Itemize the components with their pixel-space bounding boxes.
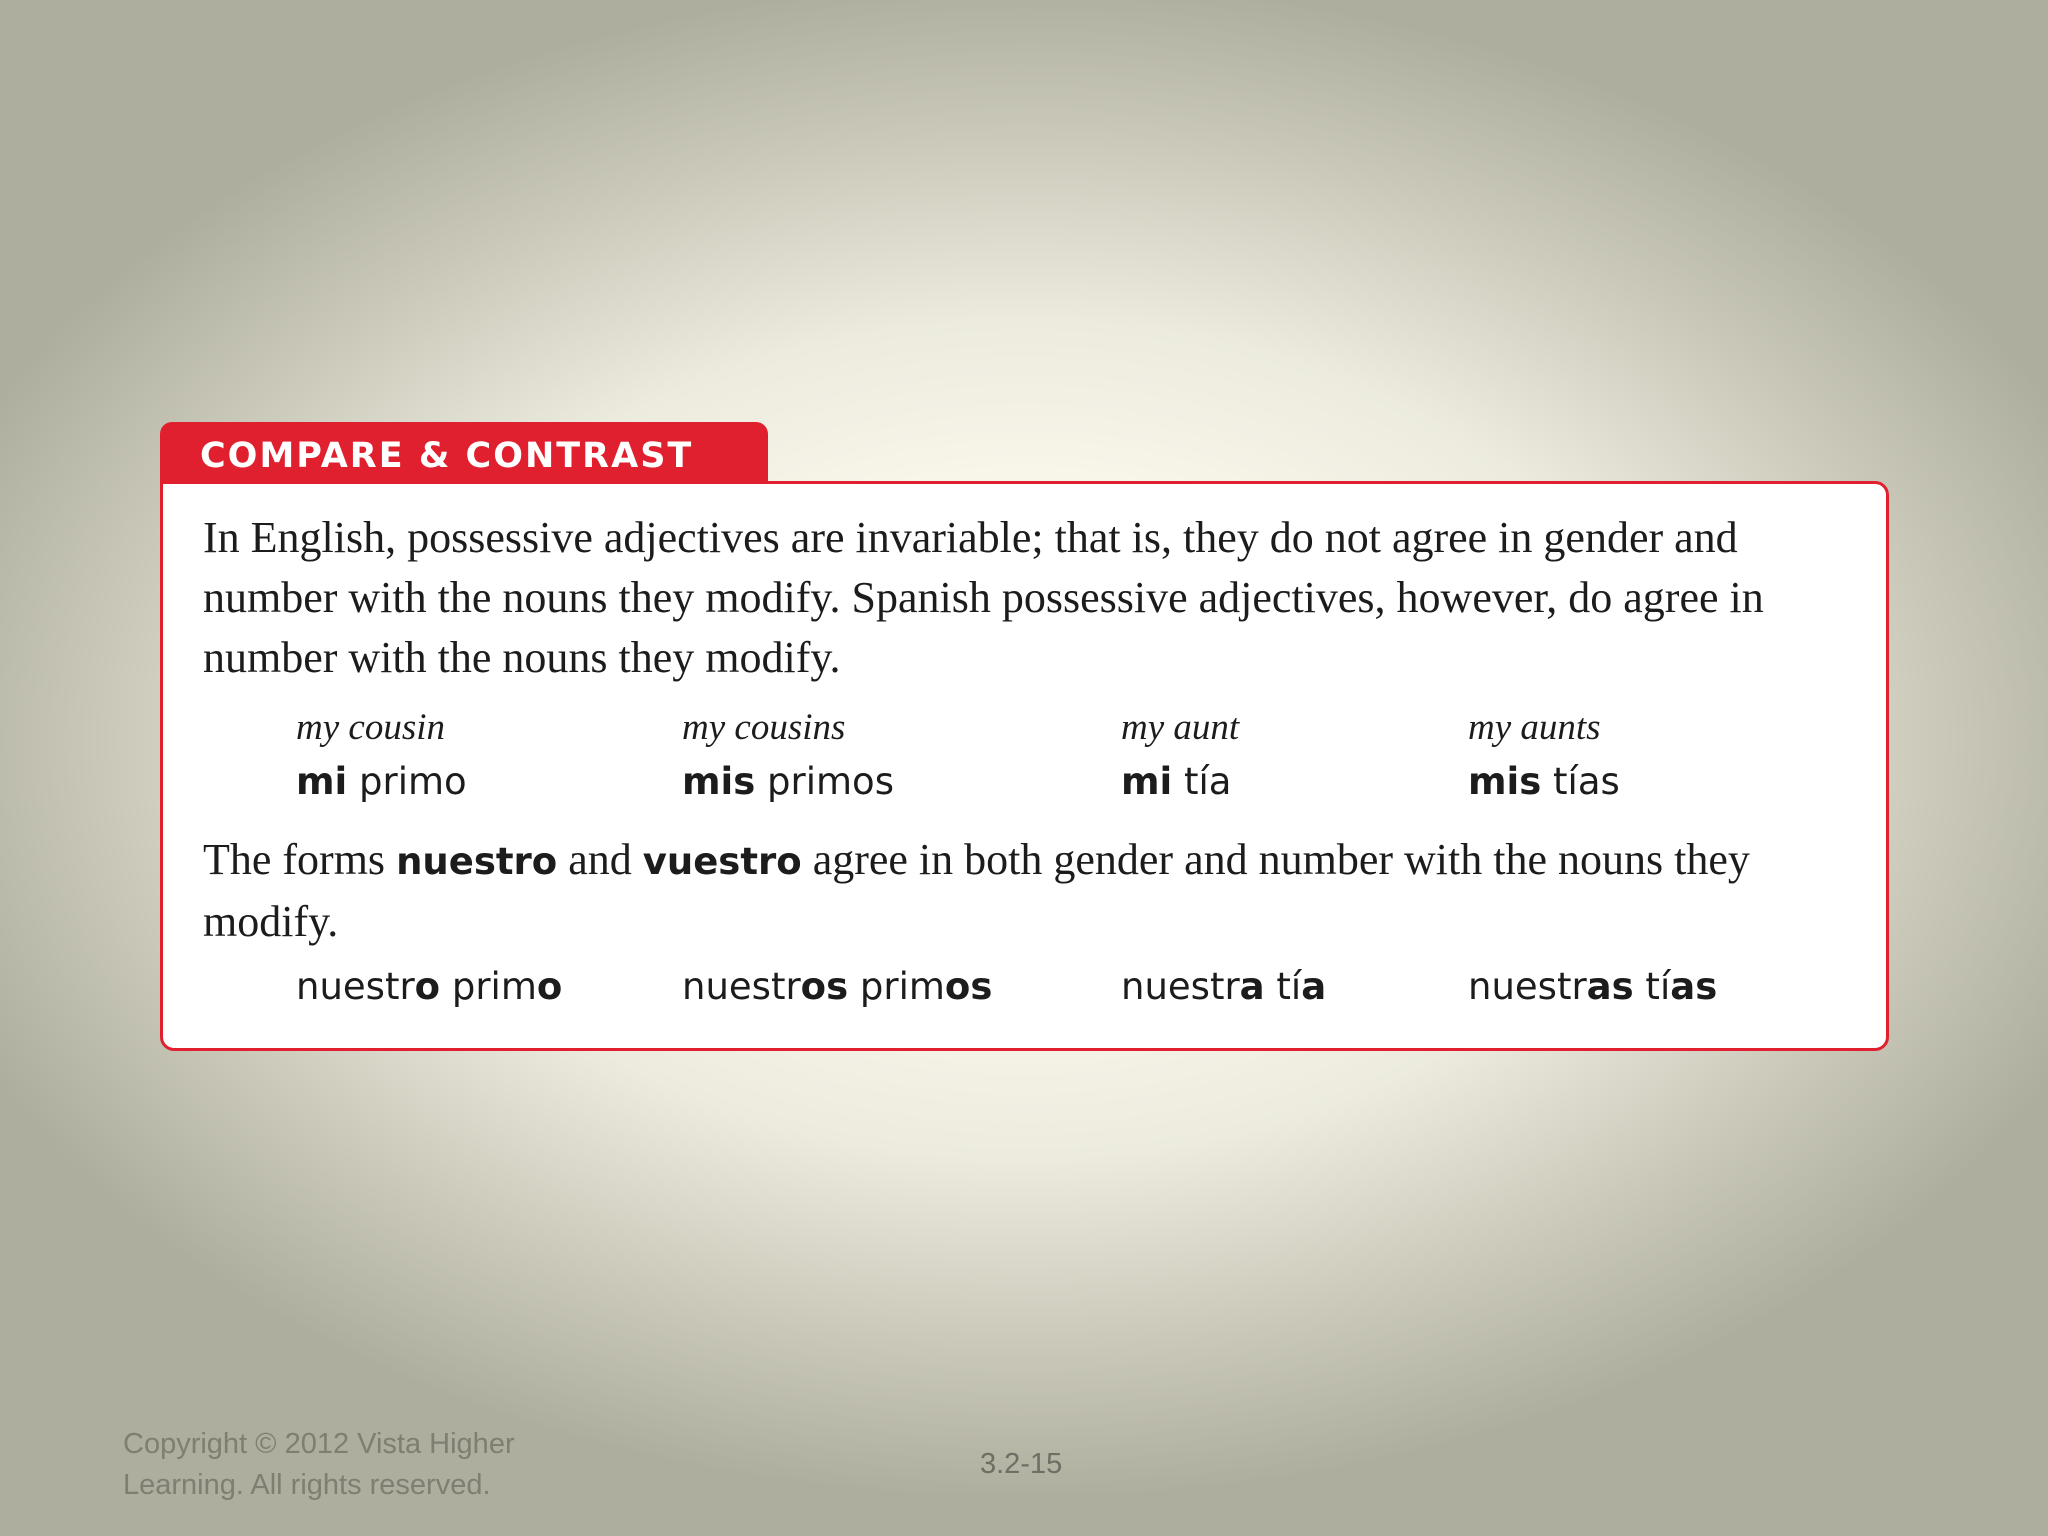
paragraph-nuestro-vuestro	[203, 830, 1873, 952]
example-nuestra-tia	[1121, 965, 1326, 1008]
gloss-my-cousin: my cousin	[296, 707, 445, 748]
possessive-mis: mis	[1468, 760, 1542, 803]
slide-number: 3.2-15	[980, 1448, 1063, 1480]
ending: as	[1586, 965, 1634, 1008]
box-title: COMPARE & CONTRAST	[200, 436, 694, 476]
gloss-my-aunts: my aunts	[1468, 707, 1601, 748]
term-nuestro: nuestro	[396, 840, 558, 883]
noun-primos: primos	[767, 760, 894, 803]
noun-tias: tías	[1553, 760, 1620, 803]
paragraph2-text-3: agree in both gender and number with the nouns they modify.	[203, 835, 1750, 946]
possessive-mi: mi	[1121, 760, 1173, 803]
ending: os	[800, 965, 849, 1008]
ending: o	[414, 965, 441, 1008]
paragraph2-text-2: and	[557, 835, 643, 884]
example-mis-tias	[1468, 760, 1620, 803]
possessive-mi: mi	[296, 760, 348, 803]
example-nuestras-tias	[1468, 965, 1717, 1008]
paragraph2-text-1: The forms	[203, 835, 397, 884]
example-mis-primos	[682, 760, 894, 803]
stem: nuestr	[1121, 965, 1240, 1008]
copyright-notice: Copyright © 2012 Vista Higher Learning. All rights reserved.	[123, 1428, 515, 1501]
term-vuestro: vuestro	[642, 840, 802, 883]
ending: a	[1239, 965, 1265, 1008]
compare-contrast-tab	[160, 422, 768, 484]
example-nuestro-primo	[296, 965, 562, 1008]
example-nuestros-primos	[682, 965, 992, 1008]
gloss-my-aunt: my aunt	[1121, 707, 1240, 748]
ending: os	[944, 965, 993, 1008]
stem: prim	[440, 965, 537, 1008]
compare-contrast-box	[160, 481, 1889, 1051]
stem: nuestr	[1468, 965, 1587, 1008]
stem: tí	[1633, 965, 1671, 1008]
ending: o	[536, 965, 563, 1008]
noun-tia: tía	[1184, 760, 1232, 803]
stem: nuestr	[682, 965, 801, 1008]
example-mi-primo	[296, 760, 467, 803]
possessive-mis: mis	[682, 760, 756, 803]
stem: tí	[1264, 965, 1302, 1008]
paragraph-english-possessives: In English, possessive adjectives are invariable; that is, they do not agree in gender and number with the nouns they modify. Spanish possessive adjectives, however, do agree in number with the nouns they modify.	[203, 513, 1764, 682]
example-mi-tia	[1121, 760, 1231, 803]
gloss-my-cousins: my cousins	[682, 707, 846, 748]
stem: nuestr	[296, 965, 415, 1008]
noun-primo: primo	[359, 760, 467, 803]
ending: as	[1670, 965, 1718, 1008]
stem: prim	[848, 965, 945, 1008]
ending: a	[1301, 965, 1327, 1008]
